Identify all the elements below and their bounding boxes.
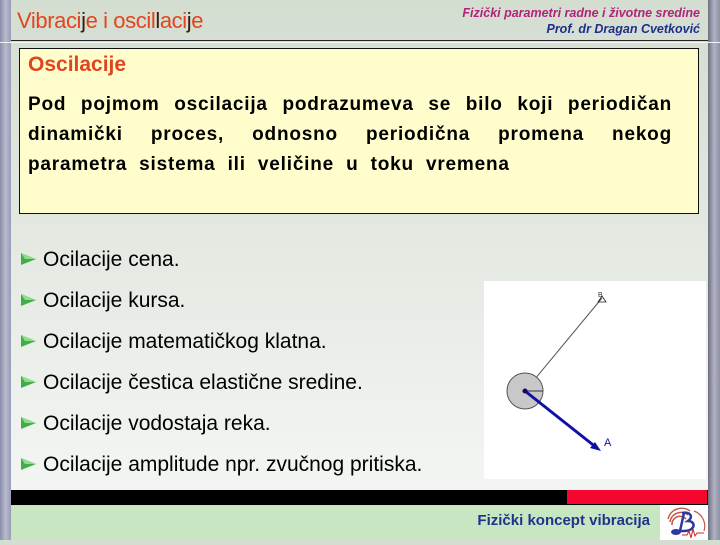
pendulum-diagram <box>484 281 706 479</box>
list-item-text: Ocilacije čestica elastične sredine. <box>43 371 363 394</box>
list-item <box>20 410 422 451</box>
list-item <box>20 328 422 369</box>
pendulum-illustration <box>484 281 706 479</box>
list-item-text: Ocilacije amplitude npr. zvučnog pritiska. <box>43 453 423 476</box>
green-triangle-bullet-icon <box>20 375 37 389</box>
bob-center-dot <box>523 389 528 394</box>
footer-label: Fizički koncept vibracija <box>477 512 650 529</box>
list-item-text: Ocilacije matematičkog klatna. <box>43 330 327 353</box>
list-item <box>20 451 422 492</box>
list-item <box>20 246 422 287</box>
left-decorative-bar <box>0 0 11 540</box>
green-triangle-bullet-icon <box>20 457 37 471</box>
course-info <box>462 5 700 37</box>
list-item-text: Ocilacije kursa. <box>43 289 186 312</box>
vector-label: A <box>604 437 612 449</box>
pivot-label: B <box>598 292 603 299</box>
definition-heading: Oscilacije <box>28 53 127 76</box>
list-item-text: Ocilacije vodostaja reka. <box>43 412 271 435</box>
author-name: Prof. dr Dragan Cvetković <box>546 22 700 36</box>
header-divider <box>11 40 708 41</box>
green-triangle-bullet-icon <box>20 252 37 266</box>
header-divider-highlight <box>0 42 720 43</box>
list-item-text: Ocilacije cena. <box>43 248 180 271</box>
footer-red-bar <box>567 490 707 504</box>
right-decorative-bar <box>708 0 720 540</box>
list-item <box>20 287 422 328</box>
list-item <box>20 369 422 410</box>
green-triangle-bullet-icon <box>20 416 37 430</box>
university-logo <box>660 505 708 540</box>
slide-title: Vibracije i oscillacije <box>17 8 204 33</box>
definition-box <box>19 48 699 214</box>
green-triangle-bullet-icon <box>20 293 37 307</box>
green-triangle-bullet-icon <box>20 334 37 348</box>
definition-text: Pod pojmom oscilacija podrazumeva se bilo koji periodičan dinamički proces, odnosno periodična promena nekog parametra sistema ili veličine u toku vremena <box>28 94 672 175</box>
course-name: Fizički parametri radne i životne sredine <box>462 6 700 20</box>
examples-list <box>20 246 422 492</box>
logo-icon <box>660 505 708 540</box>
footer <box>11 505 708 540</box>
velocity-vector <box>525 391 597 448</box>
